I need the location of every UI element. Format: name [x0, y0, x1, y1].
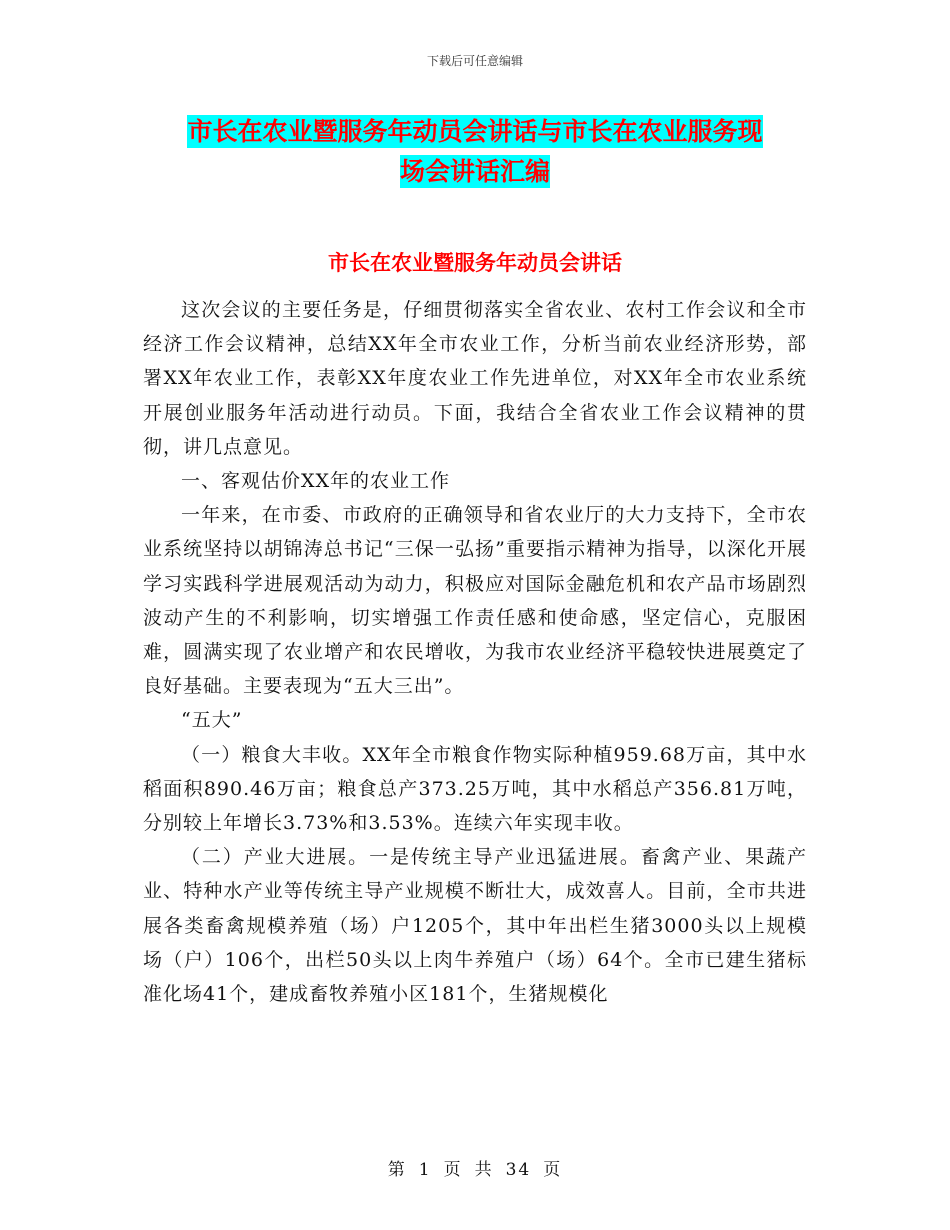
- paragraph: 一年来，在市委、市政府的正确领导和省农业厅的大力支持下，全市农业系统坚持以胡锦涛总书记“三保一弘扬”重要指示精神为指导，以深化开展学习实践科学进展观活动为动力，积极应对国际金融危机和农产品市场剧烈波动产生的不利影响，切实增强工作责任感和使命感，坚定信心，克服困难，圆满实现了农业增产和农民增收，为我市农业经济平稳较快进展奠定了良好基础。主要表现为“五大三出”。: [143, 504, 807, 698]
- page-unit: 页: [443, 1160, 463, 1180]
- document-title-line-1: 市长在农业暨服务年动员会讲话与市长在农业服务现: [187, 117, 763, 146]
- subsection-heading: “五大”: [181, 709, 243, 732]
- page-label: 第: [387, 1160, 407, 1180]
- document-title: [145, 112, 805, 192]
- document-title-line-2: 场会讲话汇编: [399, 157, 550, 186]
- total-label: 共: [474, 1160, 494, 1180]
- paragraph: （二）产业大进展。一是传统主导产业迅猛进展。畜禽产业、果蔬产业、特种水产业等传统主导产业规模不断壮大，成效喜人。目前，全市共进展各类畜禽规模养殖（场）户1205个，其中年出栏生猪3000头以上规模场（户）106个，出栏50头以上肉牛养殖户（场）64个。全市已建生猪标准化场41个，建成畜牧养殖小区181个，生猪规模化: [143, 846, 807, 1006]
- total-unit: 页: [543, 1160, 563, 1180]
- page-header-note: 下载后可任意编辑: [426, 54, 523, 68]
- total-pages: 34: [505, 1160, 532, 1180]
- paragraph: 这次会议的主要任务是，仔细贯彻落实全省农业、农村工作会议和全市经济工作会议精神，总结XX年全市农业工作，分析当前农业经济形势，部署XX年农业工作，表彰XX年度农业工作先进单位，对XX年全市农业系统开展创业服务年活动进行动员。下面，我结合全省农业工作会议精神的贯彻，讲几点意见。: [143, 299, 807, 458]
- page-number: 1: [418, 1160, 432, 1180]
- paragraph: （一）粮食大丰收。XX年全市粮食作物实际种植959.68万亩，其中水稻面积890.46万亩；粮食总产373.25万吨，其中水稻总产356.81万吨，分别较上年增长3.73%和3.53%。连续六年实现丰收。: [143, 743, 807, 835]
- document-body: [143, 293, 807, 1011]
- section-title: 市长在农业暨服务年动员会讲话: [328, 251, 622, 275]
- page-footer: [0, 1155, 950, 1180]
- section-heading: 一、客观估价XX年的农业工作: [181, 470, 451, 493]
